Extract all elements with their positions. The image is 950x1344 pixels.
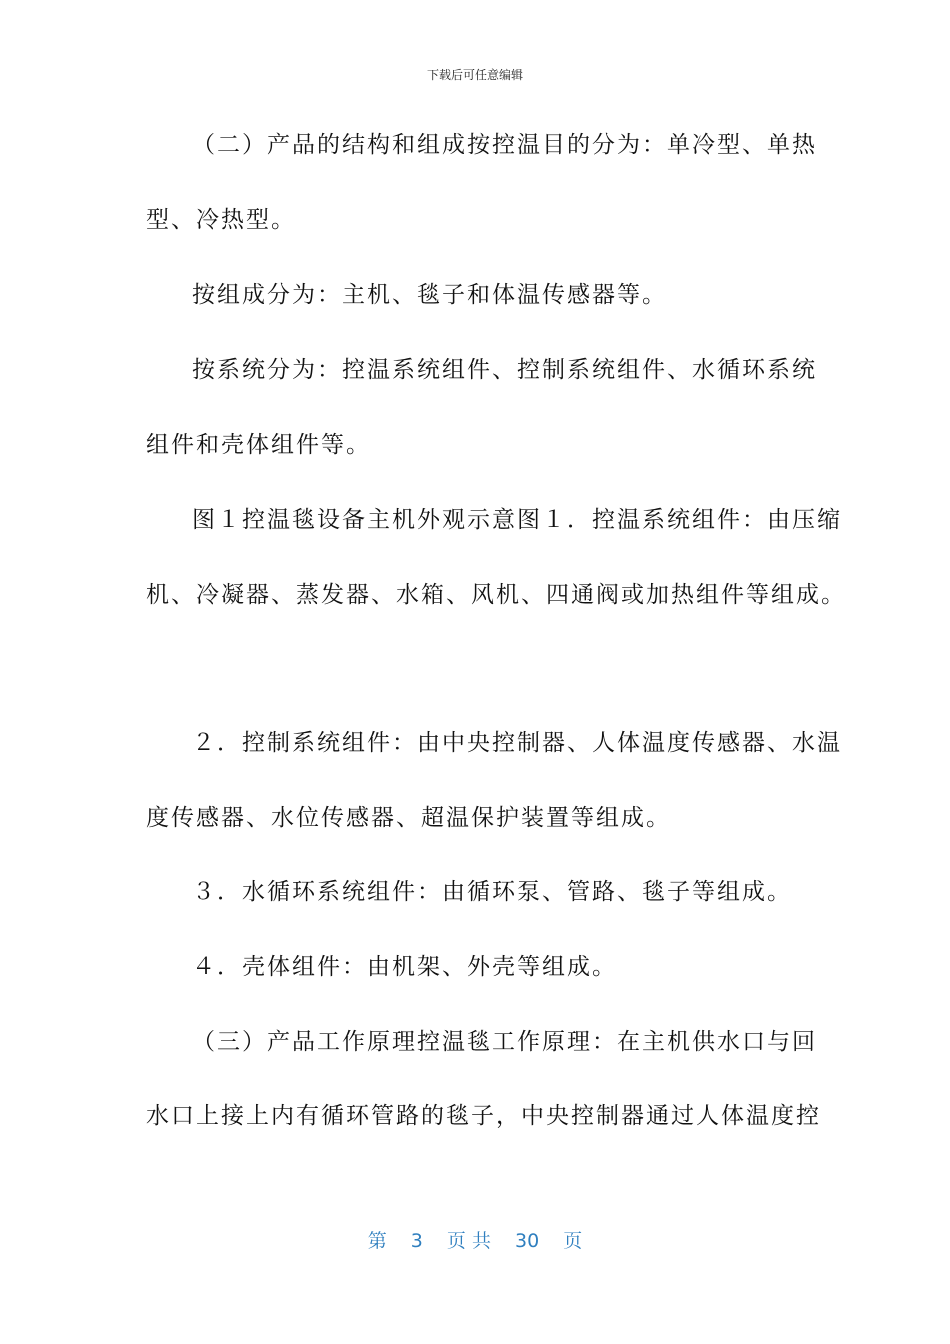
paragraph-line: 按系统分为：控温系统组件、控制系统组件、水循环系统	[192, 357, 817, 383]
paragraph-line: 图１控温毯设备主机外观示意图１．控温系统组件：由压缩	[192, 507, 842, 533]
paragraph-line: 组件和壳体组件等。	[146, 432, 371, 458]
paragraph-line: ２．控制系统组件：由中央控制器、人体温度传感器、水温	[192, 730, 842, 756]
paragraph-line: 水口上接上内有循环管路的毯子，中央控制器通过人体温度控	[146, 1103, 821, 1129]
page-footer	[0, 1226, 950, 1253]
paragraph-line: ３．水循环系统组件：由循环泵、管路、毯子等组成。	[192, 879, 792, 905]
paragraph-line: （二）产品的结构和组成按控温目的分为：单冷型、单热	[192, 132, 817, 158]
paragraph-line: 型、冷热型。	[146, 207, 296, 233]
paragraph-line: （三）产品工作原理控温毯工作原理：在主机供水口与回	[192, 1029, 817, 1055]
paragraph-line: 按组成分为：主机、毯子和体温传感器等。	[192, 282, 667, 308]
footer-total-pages: 30	[515, 1230, 540, 1252]
paragraph-line: ４．壳体组件：由机架、外壳等组成。	[192, 954, 617, 980]
paragraph-line: 度传感器、水位传感器、超温保护装置等组成。	[146, 805, 671, 831]
page-header: 下载后可任意编辑	[426, 68, 523, 82]
footer-current-page: 3	[410, 1230, 423, 1252]
footer-suffix: 页	[563, 1230, 583, 1252]
paragraph-line: 机、冷凝器、蒸发器、水箱、风机、四通阀或加热组件等组成。	[146, 582, 846, 608]
footer-prefix: 第	[367, 1230, 387, 1252]
footer-middle: 页 共	[446, 1230, 491, 1252]
